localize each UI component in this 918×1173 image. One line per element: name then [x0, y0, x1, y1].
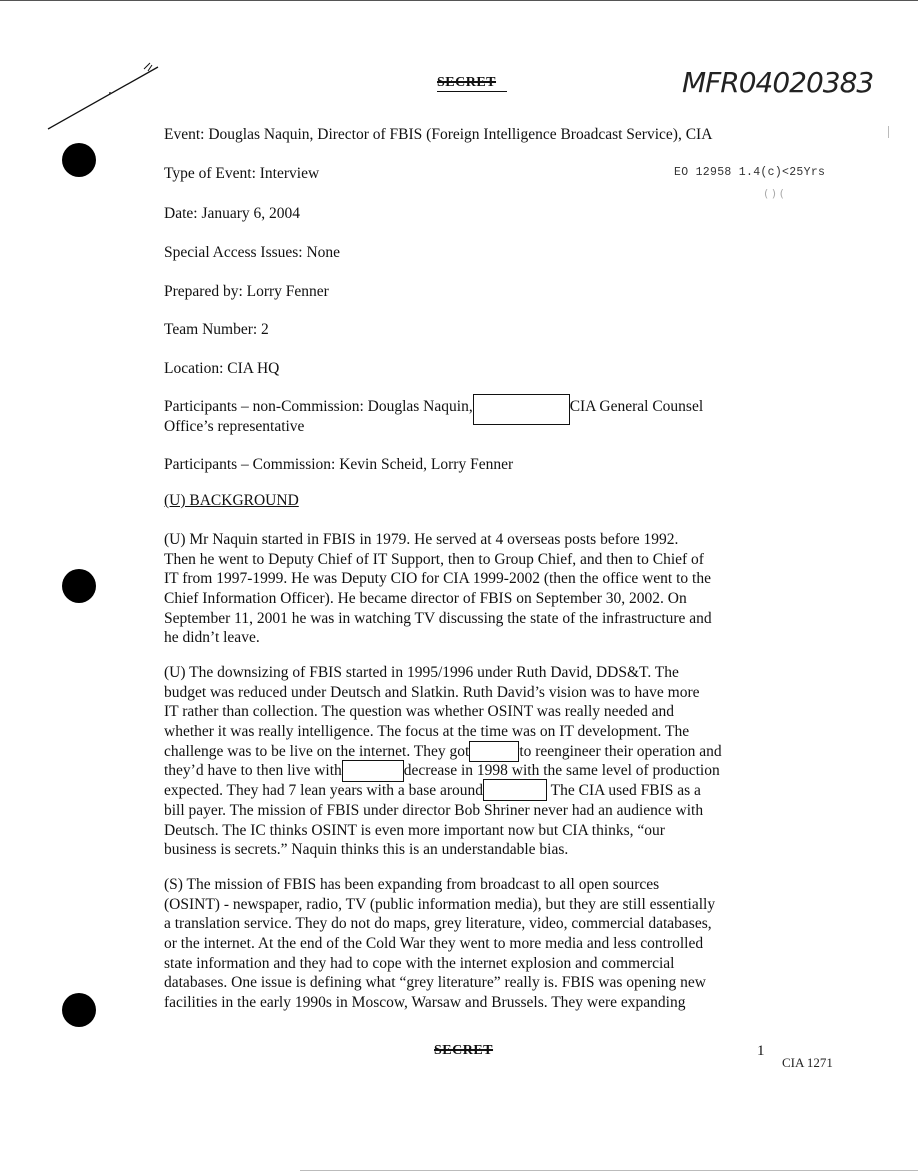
paragraph-line-part: challenge was to be live on the internet. They got	[164, 742, 470, 760]
paragraph-line: bill payer. The mission of FBIS under director Bob Shriner never had an audience with	[164, 801, 704, 819]
paragraph-line-part: The CIA used FBIS as a	[547, 782, 701, 800]
team-number-field: Team Number: 2	[164, 321, 269, 338]
paragraph-line: whether it was really intelligence. The focus at the time was on IT development. The	[164, 723, 690, 741]
paragraph-line: (U) The downsizing of FBIS started in 1995/1996 under Ruth David, DDS&T. The	[164, 664, 679, 681]
paragraph-line: or the internet. At the end of the Cold War they went to more media and less controlled	[164, 935, 704, 953]
paragraph-line	[164, 761, 774, 781]
paragraph-line: a translation service. They do not do maps, grey literature, video, commercial databases,	[164, 915, 712, 933]
eo-exemption-stamp: EO 12958 1.4(c)<25Yrs	[674, 166, 826, 179]
cia-document-stamp: CIA 1271	[782, 1055, 833, 1070]
participants-noncommission-text: Participants – non-Commission: Douglas Naquin,	[164, 398, 473, 415]
paragraph-line: Then he went to Deputy Chief of IT Support, then to Group Chief, and then to Chief of	[164, 550, 704, 568]
event-field: Event: Douglas Naquin, Director of FBIS (Foreign Intelligence Broadcast Service), CIA	[164, 126, 713, 143]
classification-underline	[437, 91, 507, 92]
eo-stamp-faint-mark: ( ) (	[764, 187, 784, 200]
paragraph-line: budget was reduced under Deutsch and Slatkin. Ruth David’s vision was to have more	[164, 683, 700, 701]
handwritten-document-id: MFR04020383	[682, 66, 874, 99]
paragraph-line-part: decrease in 1998 with the same level of production	[403, 762, 720, 780]
prepared-by-field: Prepared by: Lorry Fenner	[164, 283, 329, 300]
paragraph-line	[164, 742, 774, 762]
paragraph-line: business is secrets.” Naquin thinks this is an understandable bias.	[164, 841, 569, 859]
paragraph-downsizing	[164, 663, 774, 860]
paragraph-background-1	[164, 530, 774, 648]
paragraph-line: September 11, 2001 he was in watching TV discussing the state of the infrastructure and	[164, 609, 712, 627]
participants-commission-field: Participants – Commission: Kevin Scheid, Lorry Fenner	[164, 456, 514, 473]
paragraph-line-part: they’d have to then live with	[164, 762, 342, 780]
scan-edge-top	[0, 0, 918, 5]
paragraph-line: facilities in the early 1990s in Moscow, Warsaw and Brussels. They were expanding	[164, 994, 686, 1012]
scan-mark	[888, 126, 889, 138]
paragraph-line: IT rather than collection. The question was whether OSINT was really needed and	[164, 703, 675, 721]
paragraph-line: he didn’t leave.	[164, 629, 260, 647]
section-heading-background: (U) BACKGROUND	[164, 492, 299, 509]
participants-noncommission-line2: Office’s representative	[164, 418, 305, 435]
paragraph-line: Deutsch. The IC thinks OSINT is even more important now but CIA thinks, “our	[164, 821, 665, 839]
punch-hole-bottom	[62, 993, 96, 1027]
paragraph-line-part: to reengineer their operation and	[519, 742, 722, 760]
page-number: 1	[757, 1043, 765, 1059]
redaction-box	[342, 760, 404, 782]
paragraph-line: (U) Mr Naquin started in FBIS in 1979. He served at 4 overseas posts before 1992.	[164, 531, 679, 548]
redaction-box	[483, 779, 547, 801]
type-of-event-field: Type of Event: Interview	[164, 165, 320, 182]
paragraph-line: databases. One issue is defining what “grey literature” really is. FBIS was opening new	[164, 974, 706, 992]
paragraph-line-part: expected. They had 7 lean years with a base around	[164, 782, 484, 800]
location-field: Location: CIA HQ	[164, 360, 280, 377]
punch-hole-top	[62, 143, 96, 177]
scan-edge-bottom	[300, 1170, 918, 1171]
date-field: Date: January 6, 2004	[164, 205, 301, 222]
paragraph-mission	[164, 875, 774, 1013]
margin-pen-stroke	[40, 55, 170, 135]
paragraph-line: (S) The mission of FBIS has been expanding from broadcast to all open sources	[164, 876, 660, 893]
classification-marking-top: SECRET	[437, 75, 497, 90]
special-access-field: Special Access Issues: None	[164, 244, 341, 261]
paragraph-line	[164, 781, 774, 801]
paragraph-line: (OSINT) - newspaper, radio, TV (public information media), but they are still essentially	[164, 895, 716, 913]
redaction-box	[469, 741, 519, 762]
paragraph-line: Chief Information Officer). He became director of FBIS on September 30, 2002. On	[164, 590, 687, 608]
participants-noncommission-text-cont: CIA General Counsel	[569, 398, 704, 415]
punch-hole-middle	[62, 569, 96, 603]
redaction-box	[473, 394, 570, 425]
paragraph-line: state information and they had to cope with the internet explosion and commercial	[164, 954, 675, 972]
classification-marking-bottom: SECRET	[434, 1043, 494, 1058]
paragraph-line: IT from 1997-1999. He was Deputy CIO for CIA 1999-2002 (then the office went to the	[164, 570, 711, 588]
